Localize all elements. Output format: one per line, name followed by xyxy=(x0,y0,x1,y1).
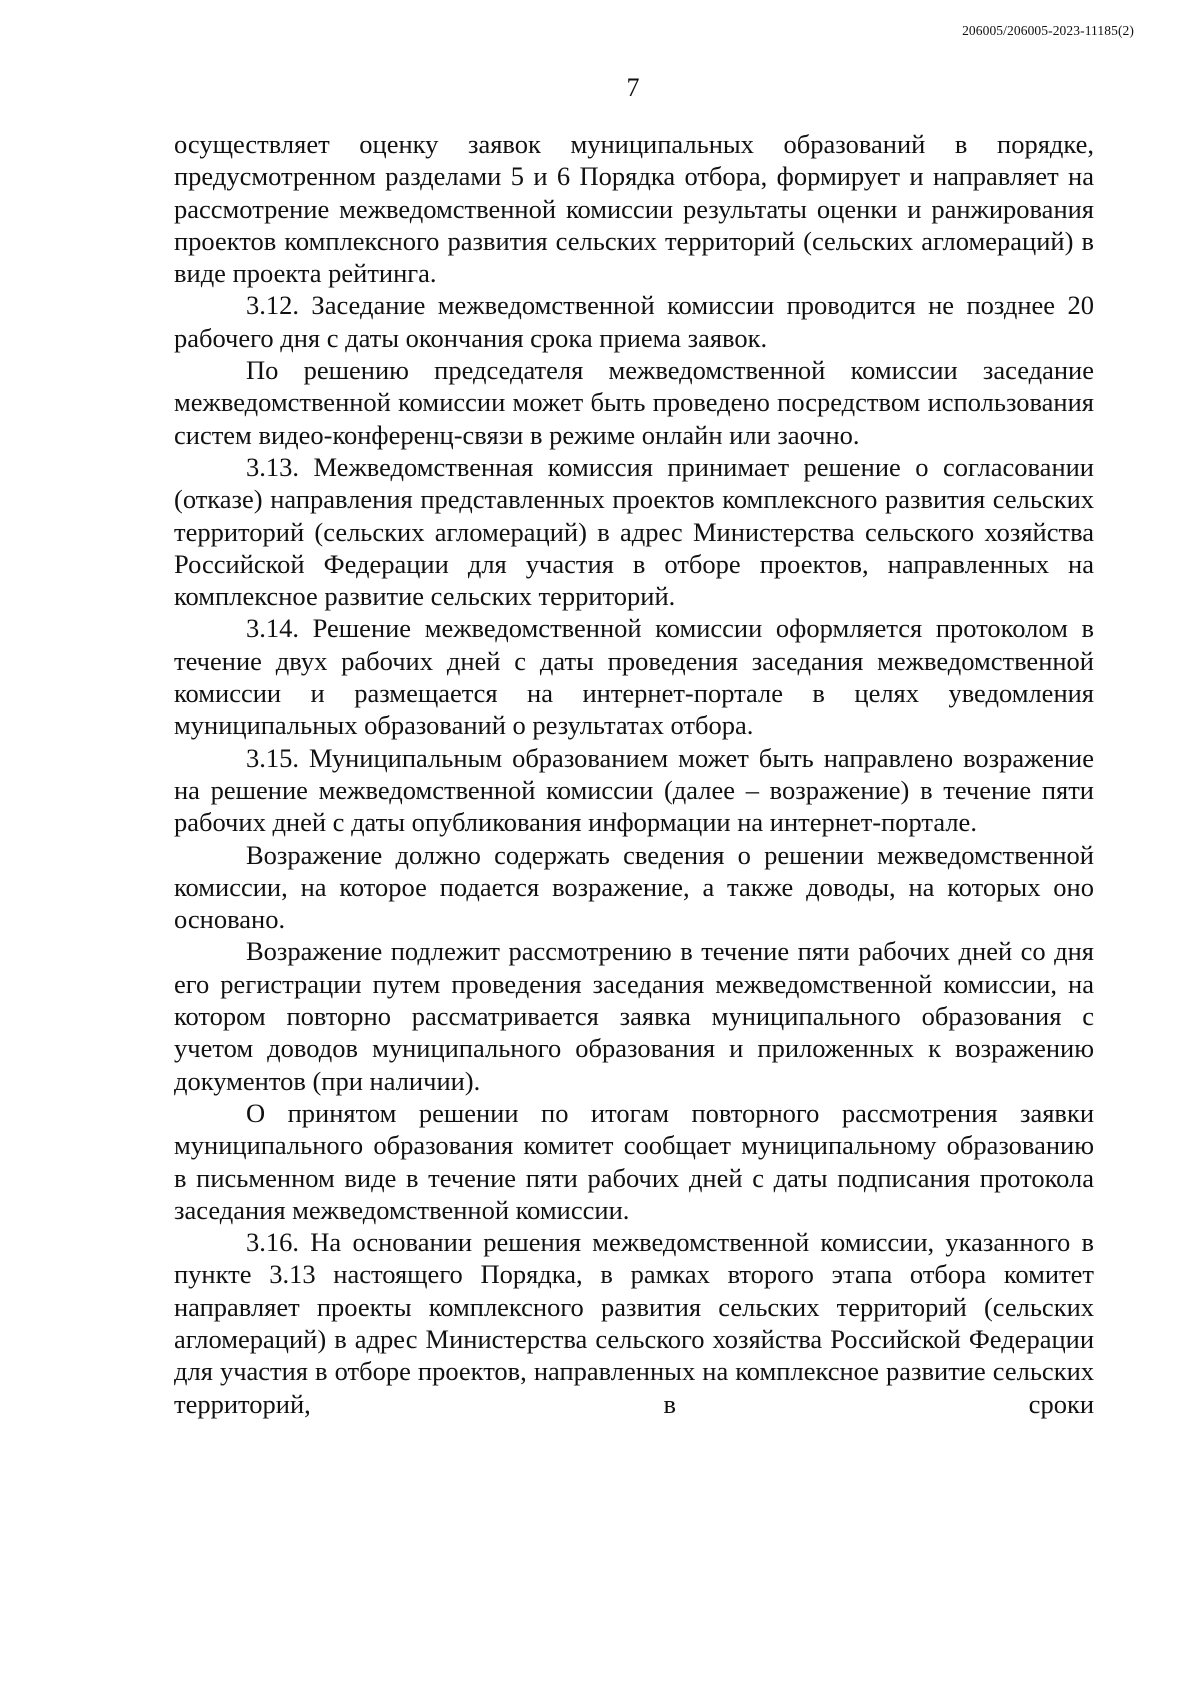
paragraph-objection-content: Возражение должно содержать сведения о решении межведомственной комиссии, на которое подается возражение, а также доводы, на которых оно основано. xyxy=(174,839,1094,935)
paragraph-continuation: осуществляет оценку заявок муниципальных образований в порядке, предусмотренном разделами 5 и 6 Порядка отбора, формирует и направляет на рассмотрение межведомственной комиссии результаты оценки и ранжирования проектов комплексного развития сельских территорий (сельских агломераций) в виде проекта рейтинга. xyxy=(174,129,1094,289)
paragraph-3-12: 3.12. Заседание межведомственной комиссии проводится не позднее 20 рабочего дня с даты окончания срока приема заявок. xyxy=(174,290,1094,353)
paragraph-decision-notice: О принятом решении по итогам повторного рассмотрения заявки муниципального образования комитет сообщает муниципальному образованию в письменном виде в течение пяти рабочих дней с даты подписания протокола заседания межведомственной комиссии. xyxy=(174,1097,1094,1225)
paragraph-objection-review: Возражение подлежит рассмотрению в течение пяти рабочих дней со дня его регистрации путем проведения заседания межведомственной комиссии, на котором повторно рассматривается заявка муниципального образования с учетом доводов муниципального образования и приложенных к возражению документов (при наличии). xyxy=(174,936,1094,1096)
document-body xyxy=(174,128,1094,1420)
paragraph-3-16: 3.16. На основании решения межведомственной комиссии, указанного в пункте 3.13 настоящего Порядка, в рамках второго этапа отбора комитет направляет проекты комплексного развития сельских территорий (сельских агломераций) в адрес Министерства сельского хозяйства Российской Федерации для участия в отборе проектов, направленных на комплексное развитие сельских территорий, в сроки xyxy=(174,1227,1094,1419)
paragraph-3-15: 3.15. Муниципальным образованием может быть направлено возражение на решение межведомственной комиссии (далее – возражение) в течение пяти рабочих дней с даты опубликования информации на интернет-портале. xyxy=(174,742,1094,838)
page-number: 7 xyxy=(626,73,640,102)
paragraph-3-13: 3.13. Межведомственная комиссия принимает решение о согласовании (отказе) направления представленных проектов комплексного развития сельских территорий (сельских агломераций) в адрес Министерства сельского хозяйства Российской Федерации для участия в отборе проектов, направленных на комплексное развитие сельских территорий. xyxy=(174,451,1094,612)
paragraph-commission-session-format: По решению председателя межведомственной комиссии заседание межведомственной комиссии может быть проведено посредством использования систем видео-конференц-связи в режиме онлайн или заочно. xyxy=(174,355,1094,450)
paragraph-3-14: 3.14. Решение межведомственной комиссии оформляется протоколом в течение двух рабочих дней с даты проведения заседания межведомственной комиссии и размещается на интернет-портале в целях уведомления муниципальных образований о результатах отбора. xyxy=(174,613,1094,741)
document-id: 206005/206005-2023-11185(2) xyxy=(962,23,1134,38)
